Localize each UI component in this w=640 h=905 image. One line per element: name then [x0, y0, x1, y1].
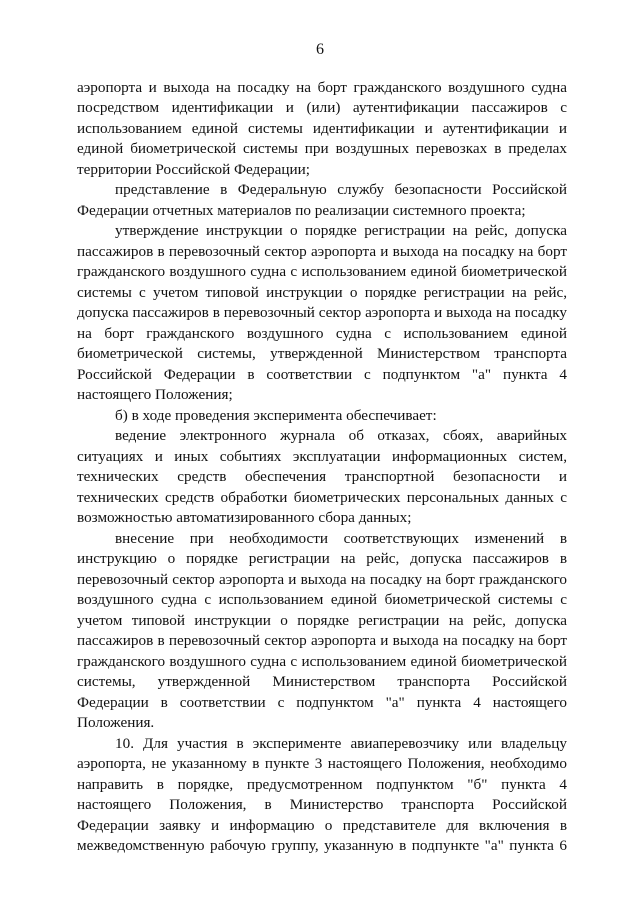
paragraph-experiment-provision: б) в ходе проведения эксперимента обеспечивает: — [115, 406, 437, 424]
document-body — [77, 78, 567, 857]
page-number: 6 — [316, 41, 324, 58]
paragraph-fsb-report: представление в Федеральную службу безопасности Российской Федерации отчетных материалов по реализации системного проекта; — [77, 181, 567, 219]
paragraph-electronic-journal: ведение электронного журнала об отказах, сбоях, аварийных ситуациях и иных событиях эксплуатации информационных систем, технических средств обеспечения транспортной безопасности и технических средств обработки биометрических персональных данных с возможностью автоматизированного сбора данных; — [77, 427, 567, 526]
paragraph-item-10: 10. Для участия в эксперименте авиаперевозчику или владельцу аэропорта, не указанному в пункте 3 настоящего Положения, необходимо направить в порядке, предусмотренном подпунктом "б" пункта 4 настоящего Положения, в Министерство транспорта Российской Федерации заявку и информацию о представителе для включения в межведомственную рабочую группу, указанную в подпункте "а" пункта 6 — [77, 734, 567, 854]
paragraph-instruction-changes: внесение при необходимости соответствующих изменений в инструкцию о порядке регистрации на рейс, допуска пассажиров в перевозочный сектор аэропорта и выхода на посадку на борт гражданского воздушного судна с использованием единой биометрической системы с учетом типовой инструкции о порядке регистрации на рейс, допуска пассажиров в перевозочный сектор аэропорта и выхода на посадку на борт гражданского воздушного судна с использованием единой биометрической системы, утвержденной Министерством транспорта Российской Федерации в соответствии с подпунктом "а" пункта 4 настоящего Положения. — [77, 529, 567, 731]
paragraph-continuation: аэропорта и выхода на посадку на борт гражданского воздушного судна посредством идентификации и (или) аутентификации пассажиров с использованием единой системы идентификации и аутентификации и единой биометрической системы при воздушных перевозках в пределах территории Российской Федерации; — [77, 78, 567, 178]
paragraph-instruction-approval: утверждение инструкции о порядке регистрации на рейс, допуска пассажиров в перевозочный сектор аэропорта и выхода на посадку на борт гражданского воздушного судна с использованием единой биометрической системы с учетом типовой инструкции о порядке регистрации на рейс, допуска пассажиров в перевозочный сектор аэропорта и выхода на посадку на борт гражданского воздушного судна с использованием единой биометрической системы, утвержденной Министерством транспорта Российской Федерации в соответствии с подпунктом "а" пункта 4 настоящего Положения; — [77, 222, 567, 403]
